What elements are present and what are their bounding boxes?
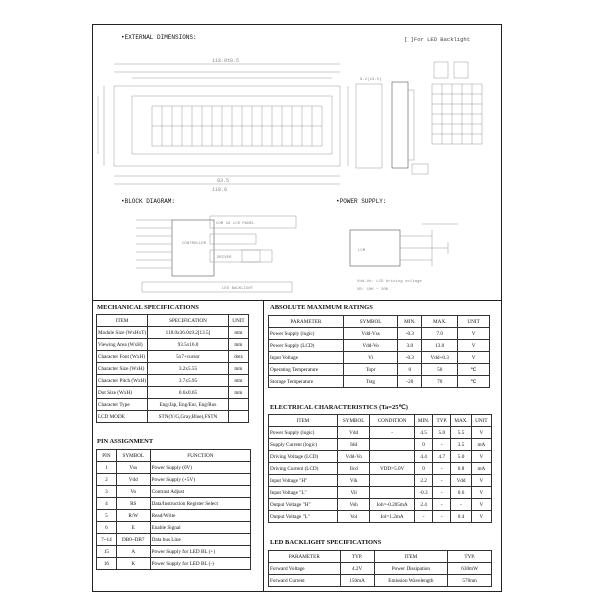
table-cell: Input Voltage <box>269 352 344 364</box>
table-cell: 1 <box>97 462 117 474</box>
table-cell: 7.0 <box>422 328 458 340</box>
table-cell: Dot Size (WxH) <box>97 387 148 399</box>
table-cell: 93.5x16.0 <box>148 339 229 351</box>
pin-header: FUNCTION <box>150 450 250 462</box>
table-cell <box>228 411 248 423</box>
table-cell: - <box>451 499 471 511</box>
table-cell: Driving Current (LCD) <box>269 463 338 475</box>
table-cell: Supply Current (logic) <box>269 439 338 451</box>
absolute-header: PARAMETER <box>269 316 344 328</box>
table-cell: Power Supply for LED BL (+) <box>150 546 250 558</box>
section-divider-horizontal <box>92 300 502 301</box>
table-cell: 16 <box>97 558 117 570</box>
table-cell: -20 <box>398 376 422 388</box>
table-cell: Input Voltage "L" <box>269 487 338 499</box>
electrical-header: CONDITION <box>370 415 415 427</box>
table-cell: Driving Voltage (LCD) <box>269 451 338 463</box>
table-cell: 13.0 <box>422 340 458 352</box>
pin-assignment-table <box>96 449 251 570</box>
absolute-ratings-table <box>268 315 490 388</box>
table-cell: Module Size (WxHxT) <box>97 327 148 339</box>
electrical-header: UNIT <box>471 415 491 427</box>
table-cell: 4 <box>97 498 117 510</box>
table-cell: Vdd-Vo <box>343 340 398 352</box>
table-cell: Input Voltage "H" <box>269 475 338 487</box>
table-cell <box>370 451 415 463</box>
table-cell: - <box>433 439 451 451</box>
table-row <box>97 498 251 510</box>
table-cell: Ilcd <box>337 463 369 475</box>
table-row <box>97 462 251 474</box>
external-dimensions-title: •EXTERNAL DIMENSIONS: <box>121 34 197 41</box>
svg-text:COM 16 LCD PANEL: COM 16 LCD PANEL <box>216 222 255 226</box>
absolute-header: MAX. <box>422 316 458 328</box>
power-supply-title: •POWER SUPPLY: <box>336 198 387 205</box>
table-row <box>97 411 249 423</box>
table-cell: Power Dissipation <box>374 563 448 575</box>
drawing-area <box>92 24 502 300</box>
table-cell: Vdd <box>116 474 150 486</box>
table-cell: Forward Current <box>269 575 341 587</box>
table-row <box>97 375 249 387</box>
table-cell: 0.4 <box>451 511 471 523</box>
table-cell <box>370 439 415 451</box>
table-cell: Vo <box>116 486 150 498</box>
table-row <box>269 511 492 523</box>
table-cell: STN(Y/G,Gray,Blue),FSTN <box>148 411 229 423</box>
table-cell: - <box>433 475 451 487</box>
table-cell: Data bus Line <box>150 534 250 546</box>
table-cell: Forward Voltage <box>269 563 341 575</box>
table-cell: ℃ <box>458 364 490 376</box>
table-cell: K <box>116 558 150 570</box>
table-cell: Iol=1.2mA <box>370 511 415 523</box>
table-cell: V <box>471 511 491 523</box>
table-row <box>97 510 251 522</box>
table-cell: V <box>471 499 491 511</box>
table-cell: 5x7+cursor <box>148 351 229 363</box>
mechanical-header: UNIT <box>228 315 248 327</box>
table-row <box>269 439 492 451</box>
table-cell: mA <box>471 439 491 451</box>
table-cell: Data/Instruction Register Select <box>150 498 250 510</box>
table-row <box>97 522 251 534</box>
dimension-drawing <box>92 24 502 300</box>
table-cell <box>370 487 415 499</box>
table-row <box>97 387 249 399</box>
electrical-header: SYMBOL <box>337 415 369 427</box>
table-cell: Vdd <box>337 427 369 439</box>
table-cell: Read/Write <box>150 510 250 522</box>
svg-text:9.2(13.5): 9.2(13.5) <box>360 78 382 82</box>
svg-text:CONTROLLER: CONTROLLER <box>182 242 207 246</box>
table-cell: 4.4 <box>414 451 432 463</box>
table-cell: 570nm <box>448 575 492 587</box>
pin-header: SYMBOL <box>116 450 150 462</box>
mechanical-table <box>96 314 249 423</box>
table-row <box>97 339 249 351</box>
table-cell: 6 <box>97 522 117 534</box>
table-row <box>97 534 251 546</box>
table-cell: mm <box>228 363 248 375</box>
table-row <box>269 499 492 511</box>
electrical-header: ITEM <box>269 415 338 427</box>
table-cell: 5.0 <box>451 451 471 463</box>
table-cell: Emission Wavelength <box>374 575 448 587</box>
table-cell: ℃ <box>458 376 490 388</box>
mechanical-header: ITEM <box>97 315 148 327</box>
table-cell: 0 <box>414 439 432 451</box>
table-row <box>97 558 251 570</box>
table-cell: 4.2V <box>340 563 374 575</box>
table-cell: Vi <box>343 352 398 364</box>
table-row <box>97 474 251 486</box>
backlight-table <box>268 550 492 587</box>
table-cell: 4.5 <box>414 427 432 439</box>
section-divider-vertical <box>263 300 264 592</box>
table-row <box>97 351 249 363</box>
table-cell: 2 <box>97 474 117 486</box>
table-cell <box>228 399 248 411</box>
table-row <box>269 463 492 475</box>
table-cell: LCD MODE <box>97 411 148 423</box>
table-cell: DB0~DB7 <box>116 534 150 546</box>
block-diagram-title: •BLOCK DIAGRAM: <box>121 198 176 205</box>
table-row <box>269 475 492 487</box>
table-cell: 50 <box>422 364 458 376</box>
table-cell: Vil <box>337 487 369 499</box>
table-cell: Ioh=-0.205mA <box>370 499 415 511</box>
table-row <box>269 340 490 352</box>
table-cell: 3.5 <box>451 439 471 451</box>
table-cell: V <box>458 328 490 340</box>
table-row <box>269 376 490 388</box>
table-cell: -0.3 <box>414 487 432 499</box>
table-cell <box>370 475 415 487</box>
table-cell: Contrast Adjust <box>150 486 250 498</box>
table-cell: Enable Signal <box>150 522 250 534</box>
absolute-header: SYMBOL <box>343 316 398 328</box>
electrical-header: MIN. <box>414 415 432 427</box>
table-row <box>269 575 492 587</box>
table-cell: Vdd-Vss <box>343 328 398 340</box>
svg-text:118.0: 118.0 <box>212 187 228 193</box>
table-row <box>269 364 490 376</box>
table-cell: mA <box>471 463 491 475</box>
backlight-header: TYP. <box>448 551 492 563</box>
table-row <box>97 486 251 498</box>
svg-text:DRIVER: DRIVER <box>217 256 232 260</box>
table-cell: - <box>433 511 451 523</box>
table-cell: - <box>414 511 432 523</box>
absolute-ratings-title: ABSOLUTE MAXIMUM RATINGS <box>270 304 373 311</box>
table-cell: 0.8 <box>451 463 471 475</box>
table-cell: Character Font (WxH) <box>97 351 148 363</box>
table-cell: Operating Temperature <box>269 364 344 376</box>
table-cell: 0 <box>398 364 422 376</box>
table-cell: RS <box>116 498 150 510</box>
svg-text:VR: 10K ~ 20K: VR: 10K ~ 20K <box>357 288 389 292</box>
electrical-header: TYP. <box>433 415 451 427</box>
electrical-header: MAX. <box>451 415 471 427</box>
table-cell: 118.0x36.0x9.2[13.5] <box>148 327 229 339</box>
pin-header: PIN <box>97 450 117 462</box>
table-cell: 7~14 <box>97 534 117 546</box>
table-cell: Power Supply (logic) <box>269 427 338 439</box>
table-cell: -0.3 <box>398 352 422 364</box>
table-cell: V <box>458 352 490 364</box>
table-cell: 3 <box>97 486 117 498</box>
table-cell: dots <box>228 351 248 363</box>
table-cell: 3.7x5.95 <box>148 375 229 387</box>
table-row <box>269 451 492 463</box>
table-cell: Tstg <box>343 376 398 388</box>
table-row <box>97 399 249 411</box>
backlight-header: ITEM <box>374 551 448 563</box>
table-cell: V <box>458 340 490 352</box>
table-row <box>269 487 492 499</box>
table-cell: 150mA <box>340 575 374 587</box>
table-cell: - <box>433 463 451 475</box>
table-cell: - <box>433 499 451 511</box>
table-cell: Character Size (WxH) <box>97 363 148 375</box>
backlight-header: TYP. <box>340 551 374 563</box>
table-cell: 70 <box>422 376 458 388</box>
table-cell: Vdd+0.3 <box>422 352 458 364</box>
svg-text:LED BACKLIGHT: LED BACKLIGHT <box>222 287 254 291</box>
table-cell: mm <box>228 327 248 339</box>
table-cell: V <box>471 487 491 499</box>
table-cell: VDD=5.0V <box>370 463 415 475</box>
table-cell: V <box>471 451 491 463</box>
table-cell: Vdd <box>451 475 471 487</box>
table-cell: Output Voltage "L" <box>269 511 338 523</box>
mechanical-title: MECHANICAL SPECIFICATIONS <box>97 304 199 311</box>
table-cell: Power Supply for LED BL (-) <box>150 558 250 570</box>
table-cell: Eng/Jap, Eng/Eur, Eng/Rus <box>148 399 229 411</box>
table-cell: Topr <box>343 364 398 376</box>
electrical-title: ELECTRICAL CHARACTERISTICS (Ta=25℃) <box>270 404 408 411</box>
absolute-header: MIN. <box>398 316 422 328</box>
table-cell: Vol <box>337 511 369 523</box>
table-cell: 630mW <box>448 563 492 575</box>
table-cell: Power Supply (0V) <box>150 462 250 474</box>
absolute-header: UNIT <box>458 316 490 328</box>
table-cell: 0 <box>414 463 432 475</box>
table-cell: - <box>370 427 415 439</box>
table-cell: R/W <box>116 510 150 522</box>
table-cell: Vdd-Vo <box>337 451 369 463</box>
backlight-note: [ ]For LED Backlight <box>404 36 471 43</box>
table-cell: 0.6x0.65 <box>148 387 229 399</box>
table-cell: 15 <box>97 546 117 558</box>
table-cell: Vih <box>337 475 369 487</box>
table-cell: 5.0 <box>433 427 451 439</box>
table-cell: mm <box>228 387 248 399</box>
mechanical-header: SPECIFICATION <box>148 315 229 327</box>
table-cell: -0.3 <box>398 328 422 340</box>
table-cell: Vss <box>116 462 150 474</box>
table-row <box>97 546 251 558</box>
table-cell: V <box>471 427 491 439</box>
table-row <box>97 327 249 339</box>
table-cell: Idd <box>337 439 369 451</box>
table-cell: Storage Temperature <box>269 376 344 388</box>
table-cell: Voh <box>337 499 369 511</box>
backlight-header: PARAMETER <box>269 551 341 563</box>
svg-text:LCM: LCM <box>358 249 366 253</box>
table-cell: V <box>471 475 491 487</box>
table-cell: 3.2x5.55 <box>148 363 229 375</box>
svg-text:93.5: 93.5 <box>217 178 230 184</box>
table-cell: Power Supply (logic) <box>269 328 344 340</box>
table-row <box>269 563 492 575</box>
table-row <box>269 352 490 364</box>
table-cell: - <box>433 487 451 499</box>
table-cell: Power Supply (LCD) <box>269 340 344 352</box>
table-cell: A <box>116 546 150 558</box>
table-row <box>269 328 490 340</box>
table-cell: E <box>116 522 150 534</box>
table-cell: Output Voltage "H" <box>269 499 338 511</box>
svg-text:118.0±0.5: 118.0±0.5 <box>212 58 240 64</box>
svg-text:Vdd-Vo: LCD driving voltage: Vdd-Vo: LCD driving voltage <box>357 280 422 284</box>
table-cell: 2.2 <box>414 475 432 487</box>
table-cell: 2.4 <box>414 499 432 511</box>
table-cell: Character Type <box>97 399 148 411</box>
backlight-title: LED BACKLIGHT SPECIFICATIONS <box>270 539 382 546</box>
table-cell: Power Supply (+5V) <box>150 474 250 486</box>
table-cell: 3.0 <box>398 340 422 352</box>
table-row <box>97 363 249 375</box>
table-cell: mm <box>228 339 248 351</box>
table-cell: mm <box>228 375 248 387</box>
table-cell: 5 <box>97 510 117 522</box>
pin-assignment-title: PIN ASSIGNMENT <box>97 438 154 445</box>
table-row <box>269 427 492 439</box>
table-cell: 0.6 <box>451 487 471 499</box>
table-cell: Character Pitch (WxH) <box>97 375 148 387</box>
table-cell: 5.5 <box>451 427 471 439</box>
electrical-table <box>268 414 492 523</box>
table-cell: Viewing Area (WxH) <box>97 339 148 351</box>
table-cell: 4.7 <box>433 451 451 463</box>
